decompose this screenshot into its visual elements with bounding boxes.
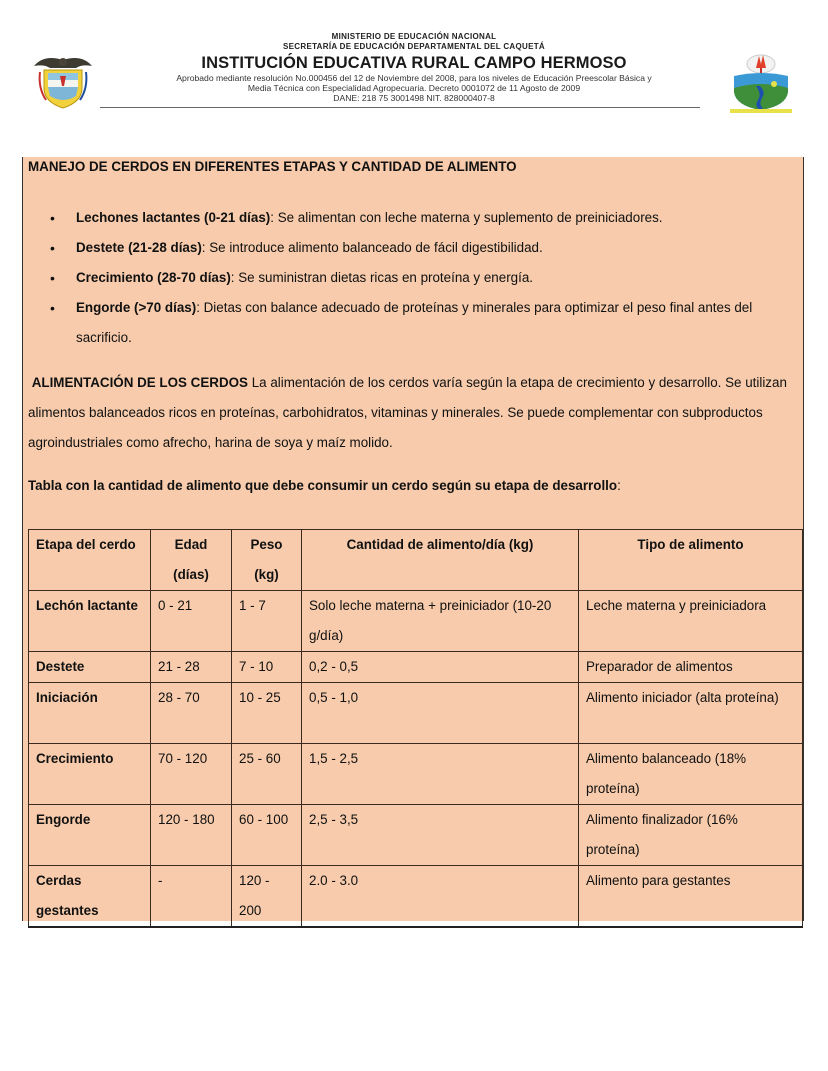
- institution-title: INSTITUCIÓN EDUCATIVA RURAL CAMPO HERMOSO: [201, 54, 627, 72]
- food-type-cell: Alimento para gestantes: [579, 866, 803, 928]
- section-title: MANEJO DE CERDOS EN DIFERENTES ETAPAS Y CANTIDAD DE ALIMENTO: [28, 159, 517, 174]
- food-amount-cell: Solo leche materna + preiniciador (10-20 g/día): [302, 591, 579, 652]
- food-amount-cell: 0,5 - 1,0: [302, 683, 579, 744]
- food-amount-cell: 2,5 - 3,5: [302, 805, 579, 866]
- column-header: Cantidad de alimento/día (kg): [302, 530, 579, 591]
- school-shield-icon: [726, 52, 796, 114]
- stage-cell: Engorde: [29, 805, 151, 866]
- bullet-term: Destete (21-28 días): [76, 240, 202, 255]
- food-type-cell: Alimento finalizador (16% proteína): [579, 805, 803, 866]
- colombia-coat-of-arms-icon: [30, 52, 96, 110]
- food-type-cell: Leche materna y preiniciadora: [579, 591, 803, 652]
- table-caption-colon: :: [617, 478, 621, 493]
- list-item: [23, 293, 803, 353]
- stage-cell: Crecimiento: [29, 744, 151, 805]
- bullet-text: : Se introduce alimento balanceado de fácil digestibilidad.: [201, 240, 543, 255]
- feeding-text: La alimentación de los cerdos varía según la etapa de crecimiento y desarrollo. Se utilizan alimentos balanceados ricos en proteínas, carbohidratos, vitaminas y minerales. Se puede complementar con subproductos agroindustriales como afrecho, harina de soya y maíz molido.: [28, 375, 787, 450]
- age-cell: 21 - 28: [151, 652, 232, 683]
- stage-cell: Cerdas gestantes: [29, 866, 151, 928]
- bullet-term: Lechones lactantes (0-21 días): [76, 210, 271, 225]
- bullet-text: : Dietas con balance adecuado de proteínas y minerales para optimizar el peso final antes del sacrificio.: [76, 300, 753, 345]
- food-amount-cell: 0,2 - 0,5: [302, 652, 579, 683]
- header-text-block: [100, 32, 728, 103]
- table-row: [29, 591, 803, 652]
- document-header: [0, 0, 828, 130]
- food-type-cell: Alimento iniciador (alta proteína): [579, 683, 803, 744]
- weight-cell: 25 - 60: [232, 744, 302, 805]
- column-header: Etapa del cerdo: [29, 530, 151, 591]
- age-cell: 0 - 21: [151, 591, 232, 652]
- dane-nit-line: DANE: 218 75 3001498 NIT. 828000407-8: [333, 93, 495, 103]
- table-caption-text: Tabla con la cantidad de alimento que debe consumir un cerdo según su etapa de desarrollo: [28, 478, 618, 493]
- stage-cell: Lechón lactante: [29, 591, 151, 652]
- table-row: [29, 866, 803, 928]
- header-divider: [100, 107, 700, 108]
- bullet-term: Crecimiento (28-70 días): [76, 270, 231, 285]
- food-amount-cell: 2.0 - 3.0: [302, 866, 579, 928]
- approval-line-2: Media Técnica con Especialidad Agropecuaria. Decreto 0001072 de 11 Agosto de 2009: [247, 83, 581, 93]
- table-header-row: [29, 530, 803, 591]
- feeding-heading: ALIMENTACIÓN DE LOS CERDOS: [31, 375, 248, 390]
- feeding-table: [28, 529, 803, 928]
- table-row: [29, 683, 803, 744]
- weight-cell: 10 - 25: [232, 683, 302, 744]
- list-item: [23, 263, 803, 293]
- secretaria-line: SECRETARÍA DE EDUCACIÓN DEPARTAMENTAL DEL CAQUETÁ: [283, 42, 545, 51]
- list-item: [23, 233, 803, 263]
- food-type-cell: Preparador de alimentos: [579, 652, 803, 683]
- age-cell: 28 - 70: [151, 683, 232, 744]
- food-type-cell: Alimento balanceado (18% proteína): [579, 744, 803, 805]
- column-header: Tipo de alimento: [579, 530, 803, 591]
- food-amount-cell: 1,5 - 2,5: [302, 744, 579, 805]
- weight-cell: 1 - 7: [232, 591, 302, 652]
- age-cell: -: [151, 866, 232, 928]
- feeding-paragraph: [28, 368, 798, 458]
- column-header: Peso (kg): [232, 530, 302, 591]
- stage-bullet-list: [23, 203, 803, 353]
- stage-cell: Iniciación: [29, 683, 151, 744]
- stage-cell: Destete: [29, 652, 151, 683]
- table-caption: [28, 478, 621, 493]
- bullet-text: : Se alimentan con leche materna y suplemento de preiniciadores.: [270, 210, 663, 225]
- bullet-text: : Se suministran dietas ricas en proteína y energía.: [230, 270, 533, 285]
- weight-cell: 60 - 100: [232, 805, 302, 866]
- table-row: [29, 805, 803, 866]
- content-box: [22, 157, 804, 921]
- table-row: [29, 744, 803, 805]
- table-row: [29, 652, 803, 683]
- column-header: Edad (días): [151, 530, 232, 591]
- approval-line-1: Aprobado mediante resolución No.000456 del 12 de Noviembre del 2008, para los niveles de Educación Preescolar Básica y: [176, 73, 652, 83]
- ministry-line: MINISTERIO DE EDUCACIÓN NACIONAL: [331, 32, 497, 41]
- list-item: [23, 203, 803, 233]
- weight-cell: 120 - 200: [232, 866, 302, 928]
- weight-cell: 7 - 10: [232, 652, 302, 683]
- age-cell: 120 - 180: [151, 805, 232, 866]
- bullet-term: Engorde (>70 días): [76, 300, 197, 315]
- age-cell: 70 - 120: [151, 744, 232, 805]
